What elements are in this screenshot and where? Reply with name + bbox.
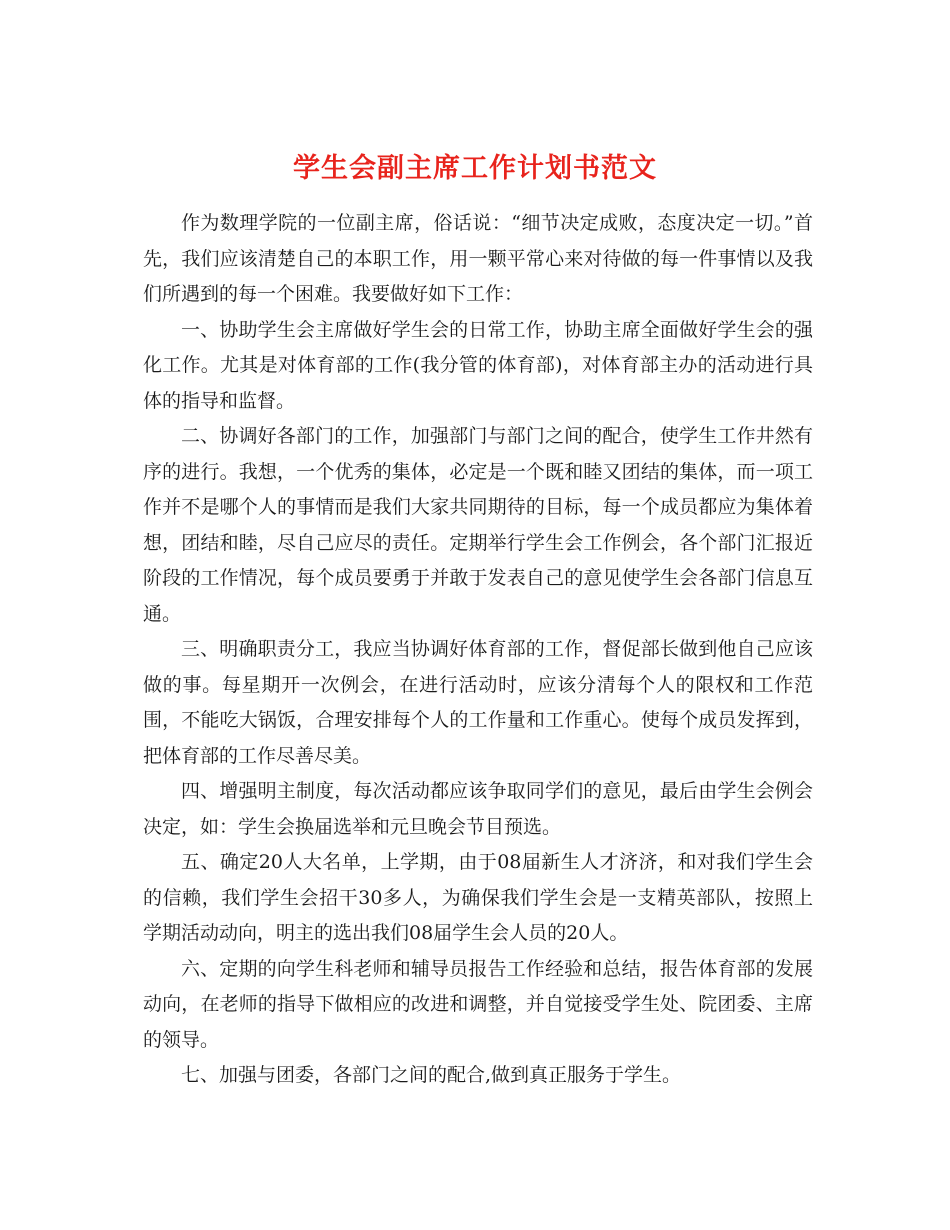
paragraph-item-5: 五、确定20人大名单，上学期，由于08届新生人才济济，和对我们学生会的信赖，我们学生会招干30多人，为确保我们学生会是一支精英部队，按照上学期活动动向，明主的选出我们08届学生会人员的20人。	[143, 851, 813, 944]
paragraph-item-4: 四、增强明主制度，每次活动都应该争取同学们的意见，最后由学生会例会决定，如：学生会换届选举和元旦晚会节目预选。	[143, 780, 813, 838]
paragraph-item-3: 三、明确职责分工，我应当协调好体育部的工作，督促部长做到他自己应该做的事。每星期开一次例会，在进行活动时，应该分清每个人的限权和工作范围，不能吃大锅饭，合理安排每个人的工作量和工作重心。使每个成员发挥到，把体育部的工作尽善尽美。	[143, 638, 813, 767]
paragraph-intro: 作为数理学院的一位副主席，俗话说：“细节决定成败，态度决定一切。”首先，我们应该清楚自己的本职工作，用一颗平常心来对待做的每一件事情以及我们所遇到的每一个困难。我要做好如下工作：	[143, 212, 813, 305]
paragraph-item-7: 七、加强与团委，各部门之间的配合,做到真正服务于学生。	[181, 1064, 682, 1086]
paragraph-item-1: 一、协助学生会主席做好学生会的日常工作，协助主席全面做好学生会的强化工作。尤其是对体育部的工作(我分管的体育部)，对体育部主办的活动进行具体的指导和监督。	[143, 318, 813, 412]
paragraph-item-6: 六、定期的向学生科老师和辅导员报告工作经验和总结，报告体育部的发展动向，在老师的指导下做相应的改进和调整，并自觉接受学生处、院团委、主席的领导。	[143, 957, 813, 1051]
paragraph-item-2: 二、协调好各部门的工作，加强部门与部门之间的配合，使学生工作井然有序的进行。我想，一个优秀的集体，必定是一个既和睦又团结的集体，而一项工作并不是哪个人的事情而是我们大家共同期待的目标，每一个成员都应为集体着想，团结和睦，尽自己应尽的责任。定期举行学生会工作例会，各个部门汇报近阶段的工作情况，每个成员要勇于并敢于发表自己的意见使学生会各部门信息互通。	[143, 425, 813, 625]
document-body	[143, 206, 813, 1094]
page-title: 学生会副主席工作计划书范文	[293, 153, 657, 185]
